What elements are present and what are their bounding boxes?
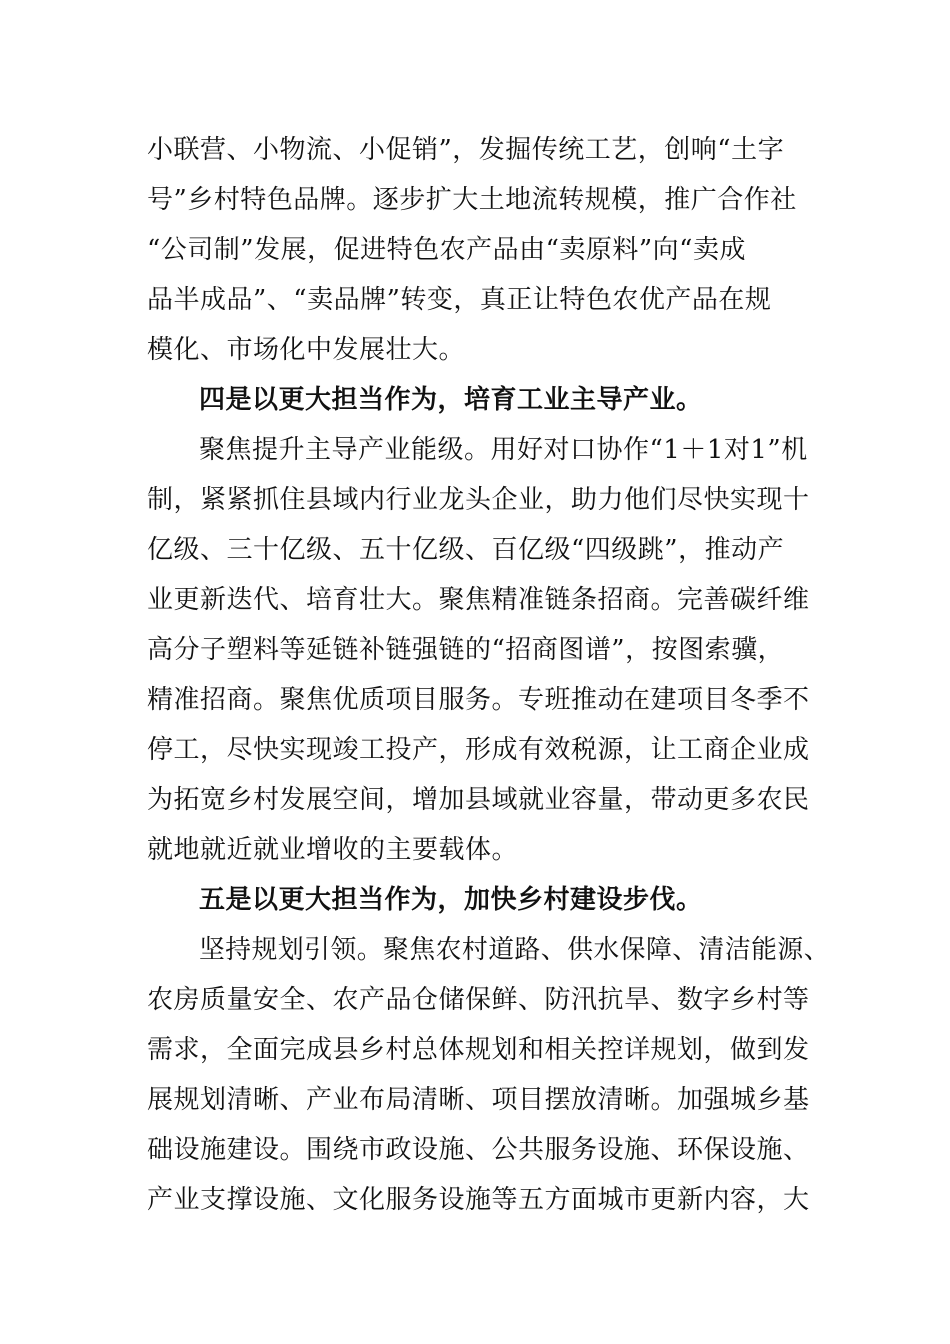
text-line: 精准招商。聚焦优质项目服务。专班推动在建项目冬季不 <box>147 685 810 715</box>
text-line: 础设施建设。围绕市政设施、公共服务设施、环保设施、 <box>147 1135 810 1165</box>
text-line: 农房质量安全、农产品仓储保鲜、防汛抗旱、数字乡村等 <box>147 985 810 1015</box>
text-line: 就地就近就业增收的主要载体。 <box>147 835 519 865</box>
text-line: “公司制”发展，促进特色农产品由“卖原料”向“卖成 <box>147 235 746 265</box>
text-line: 小联营、小物流、小促销”，发掘传统工艺，创响“土字 <box>147 135 785 165</box>
text-line: 亿级、三十亿级、五十亿级、百亿级“四级跳”，推动产 <box>147 535 785 565</box>
text-line: 品半成品”、“卖品牌”转变，真正让特色农优产品在规 <box>147 285 772 315</box>
text-line: 制，紧紧抓住县域内行业龙头企业，助力他们尽快实现十 <box>147 485 810 515</box>
text-line: 坚持规划引领。聚焦农村道路、供水保障、清洁能源、 <box>199 935 831 965</box>
text-line: 业更新迭代、培育壮大。聚焦精准链条招商。完善碳纤维 <box>147 585 810 615</box>
text-line: 需求，全面完成县乡村总体规划和相关控详规划，做到发 <box>147 1035 810 1065</box>
text-line: 聚焦提升主导产业能级。用好对口协作“1＋1对1”机 <box>199 435 808 465</box>
text-line: 停工，尽快实现竣工投产，形成有效税源，让工商企业成 <box>147 735 810 765</box>
section-heading: 五是以更大担当作为，加快乡村建设步伐。 <box>199 885 703 915</box>
text-line: 高分子塑料等延链补链强链的“招商图谱”，按图索骥， <box>147 635 785 665</box>
section-heading: 四是以更大担当作为，培育工业主导产业。 <box>199 385 703 415</box>
text-line: 展规划清晰、产业布局清晰、项目摆放清晰。加强城乡基 <box>147 1085 810 1115</box>
text-line: 产业支撑设施、文化服务设施等五方面城市更新内容，大 <box>147 1185 810 1215</box>
text-line: 为拓宽乡村发展空间，增加县域就业容量，带动更多农民 <box>147 785 810 815</box>
text-line: 模化、市场化中发展壮大。 <box>147 335 466 365</box>
text-line: 号”乡村特色品牌。逐步扩大土地流转规模，推广合作社 <box>147 185 797 215</box>
